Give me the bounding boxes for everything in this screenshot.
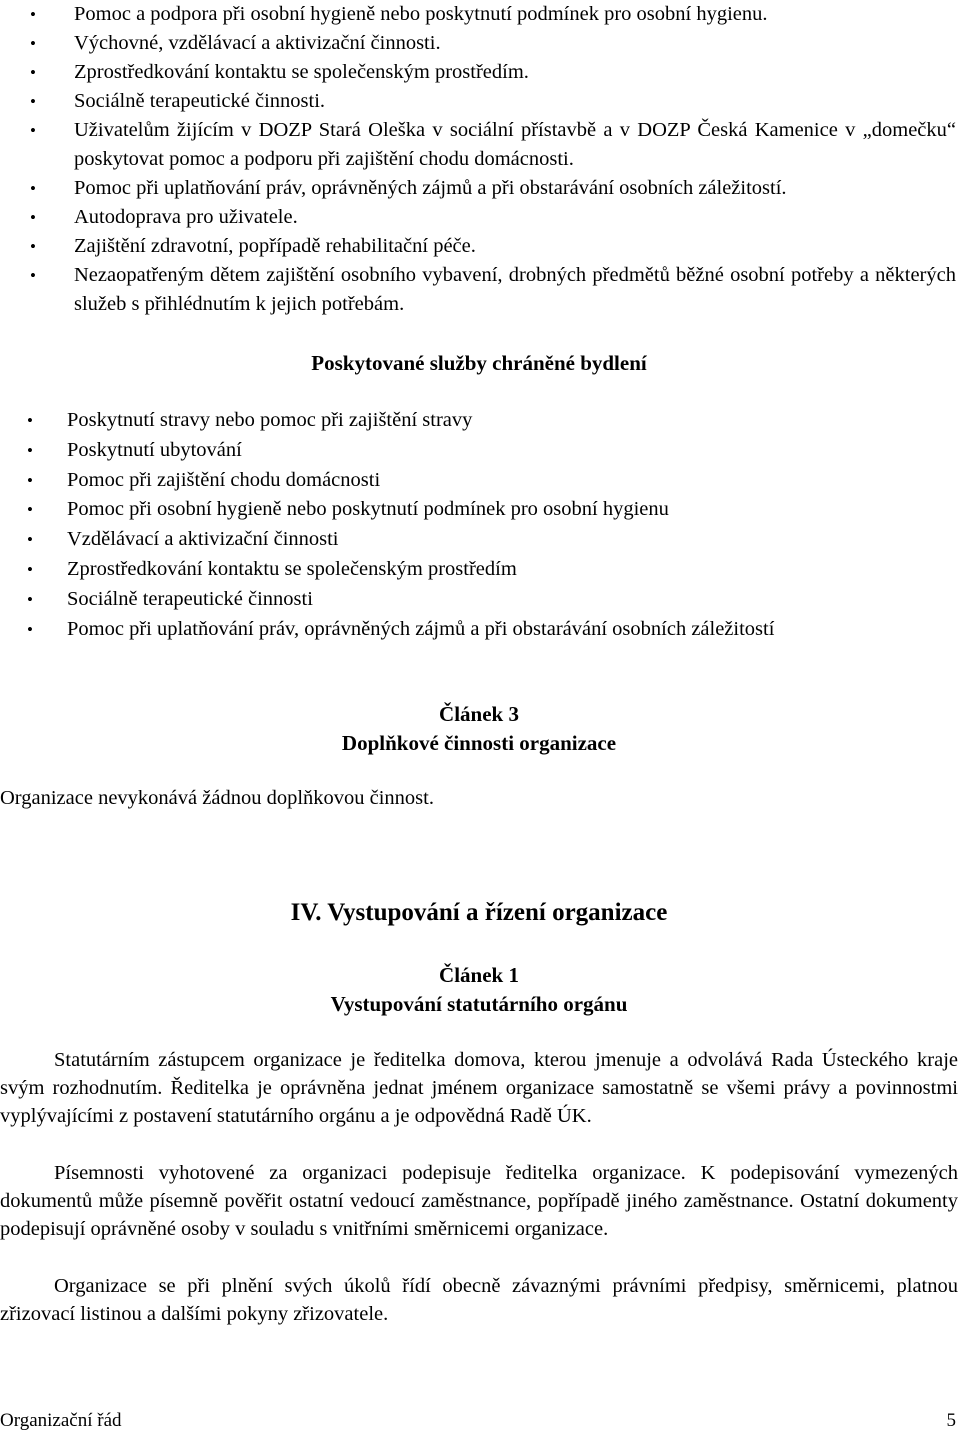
list-item: • Poskytnutí ubytování bbox=[0, 436, 958, 466]
list-item: • Zprostředkování kontaktu se společenským prostředím. bbox=[0, 58, 958, 87]
list-item: • Sociálně terapeutické činnosti bbox=[0, 585, 958, 615]
list-item: • Uživatelům žijícím v DOZP Stará Oleška v sociální přístavbě a v DOZP Česká Kamenice v „domečku“ poskytovat pomoc a podporu při zajištění chodu domácnosti. bbox=[0, 116, 958, 174]
article-3-text: Organizace nevykonává žádnou doplňkovou činnost. bbox=[0, 787, 434, 809]
paragraph-statutory: Statutárním zástupcem organizace je ředitelka domova, kterou jmenuje a odvolává Rada Ústeckého kraje svým rozhodnutím. Ředitelka je oprávněna jednat jménem organizace samostatně se všemi právy a povinnostmi vyplývajícími z postavení statutárního orgánu a je odpovědná Radě ÚK. bbox=[0, 1049, 958, 1128]
article-1-title: Vystupování statutárního orgánu bbox=[330, 992, 628, 1016]
list-item: • Pomoc při osobní hygieně nebo poskytnutí podmínek pro osobní hygienu bbox=[0, 495, 958, 525]
list-item: • Pomoc při uplatňování práv, oprávněných zájmů a při obstarávání osobních záležitostí bbox=[0, 615, 958, 645]
list-item: • Vzdělávací a aktivizační činnosti bbox=[0, 525, 958, 555]
article-3-number: Článek 3 bbox=[439, 702, 519, 726]
services-list-continued bbox=[0, 0, 958, 319]
list-item: • Autodoprava pro uživatele. bbox=[0, 203, 958, 232]
footer-document-title: Organizační řád bbox=[0, 1410, 122, 1431]
paragraph-regulations: Organizace se při plnění svých úkolů řídí obecně závaznými právními předpisy, směrnicemi, platnou zřizovací listinou a dalšími pokyny zřizovatele. bbox=[0, 1275, 958, 1326]
list-item: • Nezaopatřeným dětem zajištění osobního vybavení, drobných předmětů běžné osobní potřeby a některých služeb s přihlédnutím k jejich potřebám. bbox=[0, 261, 958, 319]
list-item: • Výchovné, vzdělávací a aktivizační činnosti. bbox=[0, 29, 958, 58]
part-iv-heading: IV. Vystupování a řízení organizace bbox=[290, 899, 668, 926]
page-footer bbox=[0, 1408, 956, 1434]
list-item: • Sociálně terapeutické činnosti. bbox=[0, 87, 958, 116]
list-item: • Pomoc při uplatňování práv, oprávněných zájmů a při obstarávání osobních záležitostí. bbox=[0, 174, 958, 203]
list-item: • Poskytnutí stravy nebo pomoc při zajištění stravy bbox=[0, 406, 958, 436]
list-item: • Pomoc při zajištění chodu domácnosti bbox=[0, 466, 958, 496]
list-item: • Pomoc a podpora při osobní hygieně nebo poskytnutí podmínek pro osobní hygienu. bbox=[0, 0, 958, 29]
article-1-number: Článek 1 bbox=[439, 963, 519, 987]
sheltered-housing-services-list bbox=[0, 406, 958, 644]
page-number: 5 bbox=[946, 1410, 956, 1431]
list-item: • Zajištění zdravotní, popřípadě rehabilitační péče. bbox=[0, 232, 958, 261]
section-heading-sheltered-housing: Poskytované služby chráněné bydlení bbox=[311, 351, 647, 375]
list-item: • Zprostředkování kontaktu se společenským prostředím bbox=[0, 555, 958, 585]
article-3-title: Doplňkové činnosti organizace bbox=[341, 731, 617, 755]
paragraph-signing: Písemnosti vyhotovené za organizaci podepisuje ředitelka organizace. K podepisování vymezených dokumentů může písemně pověřit ostatní vedoucí zaměstnance, popřípadě jiného zaměstnance. Ostatní dokumenty podepisují oprávněné osoby v souladu s vnitřními směrnicemi organizace. bbox=[0, 1162, 958, 1241]
